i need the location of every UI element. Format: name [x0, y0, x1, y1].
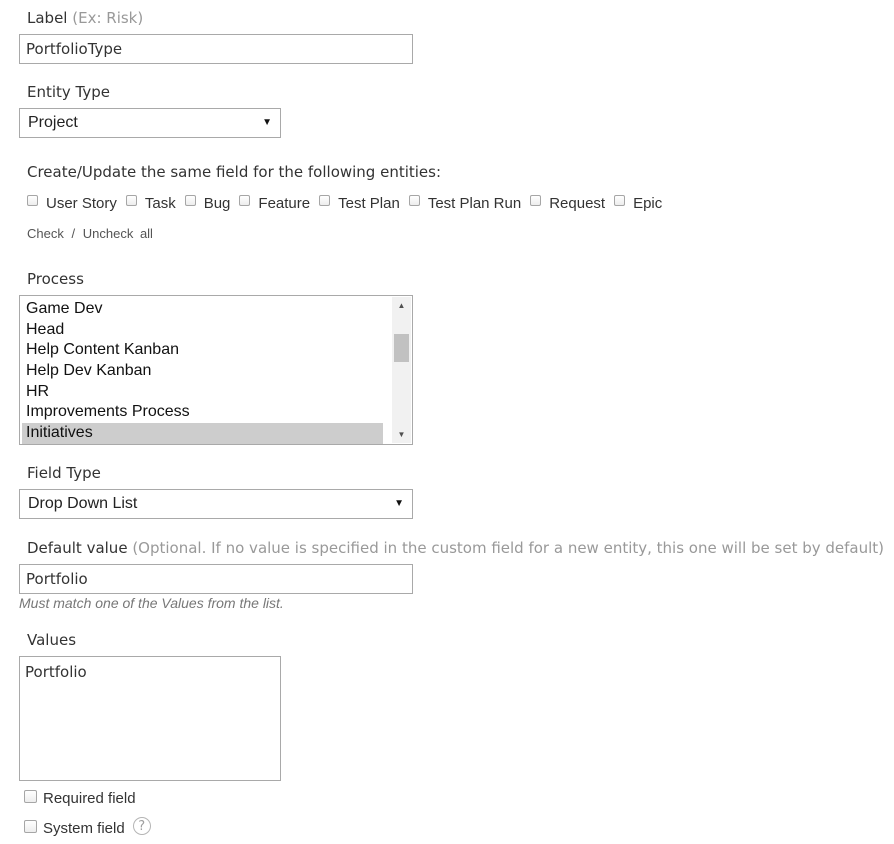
label-heading [27, 9, 143, 27]
help-icon[interactable]: ? [133, 817, 151, 835]
default-value-heading [27, 539, 884, 557]
field-type-label: Field Type [27, 464, 101, 482]
all-label: all [139, 226, 153, 241]
label-input[interactable]: PortfolioType [19, 34, 413, 64]
process-option[interactable]: HR [26, 382, 50, 400]
process-options [20, 296, 412, 444]
values-label: Values [27, 631, 77, 649]
entity-checkbox-task[interactable] [126, 195, 176, 212]
checkbox-label: Test Plan [338, 195, 400, 212]
required-field-label: Required field [43, 790, 136, 807]
checkbox[interactable] [409, 195, 420, 206]
link-separator: / [71, 226, 76, 241]
entity-type-value: Project [28, 114, 78, 131]
checkbox[interactable] [319, 195, 330, 206]
entity-checkbox-request[interactable] [530, 195, 605, 212]
process-option[interactable]: Improvements Process [26, 403, 190, 421]
entity-type-label: Entity Type [27, 83, 111, 101]
default-value-label: Default value [27, 539, 128, 557]
entity-checkbox-bug[interactable] [185, 195, 231, 212]
checkbox[interactable] [185, 195, 196, 206]
process-option[interactable]: Help Content Kanban [26, 341, 179, 359]
process-option[interactable]: Game Dev [26, 300, 103, 317]
entity-checkbox-test-plan-run[interactable] [409, 195, 521, 212]
entity-checkbox-row [27, 195, 671, 212]
process-label: Process [27, 270, 84, 288]
values-textarea[interactable]: Portfolio [19, 656, 281, 781]
checkbox[interactable] [27, 195, 38, 206]
checkbox-label: Bug [203, 195, 231, 212]
entity-checkbox-feature[interactable] [239, 195, 310, 212]
same-field-heading: Create/Update the same field for the following entities: [27, 163, 442, 181]
checkbox-label: Task [144, 195, 176, 212]
default-value-hint: (Optional. If no value is specified in the custom field for a new entity, this one will be set by default) [132, 539, 885, 557]
process-listbox[interactable] [19, 295, 413, 445]
entity-checkbox-test-plan[interactable] [319, 195, 400, 212]
default-value-note: Must match one of the Values from the list. [19, 595, 284, 611]
scroll-down-icon[interactable]: ▼ [397, 430, 406, 439]
label-hint: (Ex: Risk) [72, 9, 144, 27]
checkbox[interactable] [126, 195, 137, 206]
uncheck-all-link[interactable]: Uncheck [82, 226, 134, 241]
default-value-input[interactable]: Portfolio [19, 564, 413, 594]
required-field-row[interactable] [24, 790, 136, 807]
checkbox-label: User Story [46, 195, 117, 212]
field-type-value: Drop Down List [28, 495, 138, 512]
system-field-label: System field [43, 819, 125, 837]
checkbox-label: Epic [633, 195, 663, 212]
process-option[interactable]: Help Dev Kanban [26, 362, 152, 380]
entity-checkbox-user-story[interactable] [27, 195, 117, 212]
process-scrollbar[interactable] [392, 297, 411, 443]
system-field-checkbox[interactable] [24, 820, 37, 833]
checkbox[interactable] [530, 195, 541, 206]
entity-type-select[interactable] [19, 108, 281, 138]
checkbox[interactable] [239, 195, 250, 206]
entity-checkbox-epic[interactable] [614, 195, 662, 212]
system-field-row[interactable] [24, 819, 151, 837]
chevron-down-icon: ▼ [394, 498, 404, 509]
process-option-selected[interactable]: Initiatives [22, 423, 383, 444]
process-option[interactable]: Head [26, 320, 65, 338]
scrollbar-thumb[interactable] [394, 334, 409, 362]
required-field-checkbox[interactable] [24, 790, 37, 803]
checkbox-label: Test Plan Run [427, 195, 522, 212]
field-type-select[interactable] [19, 489, 413, 519]
checkbox-label: Feature [258, 195, 311, 212]
chevron-down-icon: ▼ [262, 117, 272, 128]
scroll-up-icon[interactable]: ▲ [397, 301, 406, 310]
checkbox-label: Request [549, 195, 606, 212]
check-uncheck-links [27, 226, 153, 241]
label-title: Label [27, 9, 68, 27]
check-all-link[interactable]: Check [27, 226, 64, 241]
checkbox[interactable] [614, 195, 625, 206]
